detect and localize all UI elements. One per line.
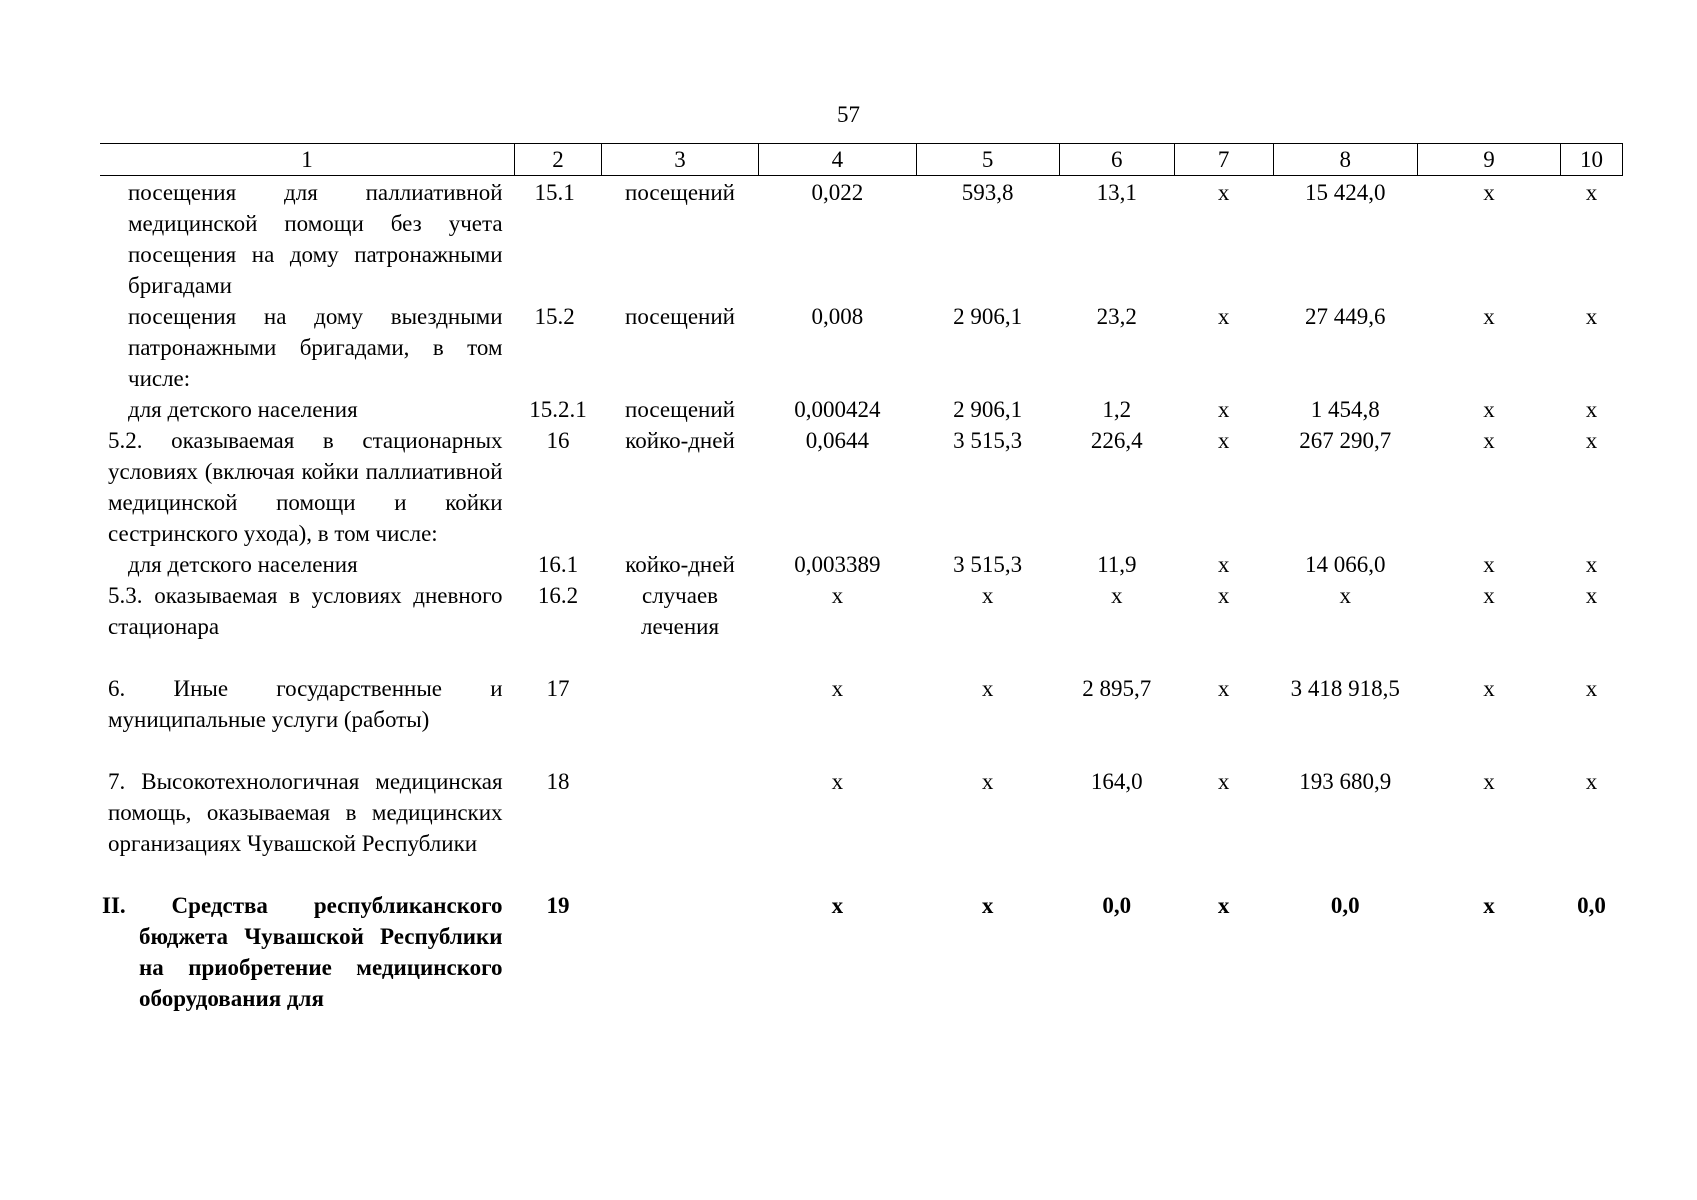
row-name: 5.2. оказываемая в стационарных условиях (включая койки паллиативной медицинской помощи и койки сестринского ухода), в том числе: <box>108 428 503 546</box>
row-col-4: х <box>831 676 844 701</box>
row-col-4: 0,003389 <box>794 552 881 577</box>
row-name: посещения для паллиативной медицинской помощи без учета посещения на дому патронажными бригадами <box>128 180 503 298</box>
row-code: 16.2 <box>537 583 579 608</box>
row-col-5: х <box>981 676 994 701</box>
row-code: 18 <box>546 769 570 794</box>
row-col-10: х <box>1585 552 1598 577</box>
header-col-3: 3 <box>601 144 758 176</box>
row-col-6: 226,4 <box>1090 428 1143 453</box>
row-col-7: х <box>1217 676 1230 701</box>
row-col-5: х <box>981 583 994 608</box>
row-col-7: х <box>1217 769 1230 794</box>
row-unit: посещений <box>625 180 735 205</box>
row-col-9: х <box>1483 769 1495 794</box>
header-col-7: 7 <box>1174 144 1273 176</box>
row-col-9: х <box>1483 397 1495 422</box>
row-col-8: 193 680,9 <box>1299 769 1392 794</box>
header-col-10: 10 <box>1561 144 1623 176</box>
row-col-7: х <box>1217 583 1230 608</box>
row-col-10: х <box>1585 676 1598 701</box>
header-row <box>100 144 1623 176</box>
table-row <box>100 766 1623 890</box>
row-col-7: х <box>1217 304 1230 329</box>
header-col-5: 5 <box>916 144 1059 176</box>
table-row <box>100 301 1623 394</box>
table-row <box>100 890 1623 1014</box>
row-col-8: 3 418 918,5 <box>1290 676 1400 701</box>
row-col-9: х <box>1483 676 1495 701</box>
row-unit: койко-дней <box>625 428 735 453</box>
row-col-6: 164,0 <box>1090 769 1143 794</box>
row-code: 16.1 <box>537 552 579 577</box>
row-unit: случаев лечения <box>640 583 720 639</box>
row-col-7: х <box>1217 397 1230 422</box>
row-col-9: х <box>1483 893 1495 918</box>
row-col-7: х <box>1217 552 1230 577</box>
row-col-5: 2 906,1 <box>953 304 1023 329</box>
row-col-4: х <box>831 893 844 918</box>
row-name: для детского населения <box>128 397 358 422</box>
row-col-4: 0,022 <box>811 180 864 205</box>
row-code: 15.1 <box>534 180 575 205</box>
row-name: 5.3. оказываемая в условиях дневного стационара <box>108 583 503 639</box>
row-col-10: х <box>1585 583 1598 608</box>
header-col-2: 2 <box>515 144 602 176</box>
row-col-8: 14 066,0 <box>1304 552 1386 577</box>
row-col-6: 13,1 <box>1096 180 1137 205</box>
row-unit <box>601 673 758 766</box>
row-col-10: х <box>1585 397 1598 422</box>
row-col-5: 3 515,3 <box>953 552 1023 577</box>
row-code: 19 <box>546 893 570 918</box>
row-col-8: 0,0 <box>1330 893 1360 918</box>
row-name: посещения на дому выездными патронажными бригадами, в том числе: <box>128 304 503 391</box>
row-col-4: х <box>831 769 844 794</box>
row-col-4: 0,008 <box>811 304 864 329</box>
row-col-10: х <box>1585 769 1598 794</box>
row-unit: койко-дней <box>625 552 735 577</box>
row-name: 6. Иные государственные и муниципальные услуги (работы) <box>108 676 503 732</box>
row-col-10: х <box>1585 180 1598 205</box>
row-code: 15.2.1 <box>529 397 587 422</box>
row-col-9: х <box>1483 428 1495 453</box>
row-unit: посещений <box>625 304 735 329</box>
row-unit <box>601 766 758 890</box>
row-col-6: 0,0 <box>1102 893 1132 918</box>
row-col-10: х <box>1585 428 1598 453</box>
row-unit: посещений <box>625 397 735 422</box>
data-table <box>100 143 1623 1014</box>
row-code: 16 <box>546 428 570 453</box>
row-col-5: х <box>981 893 994 918</box>
table-row <box>100 176 1623 302</box>
header-col-1: 1 <box>100 144 515 176</box>
row-name: для детского населения <box>128 552 358 577</box>
row-col-6: 2 895,7 <box>1082 676 1152 701</box>
row-col-7: х <box>1217 893 1230 918</box>
header-col-6: 6 <box>1059 144 1174 176</box>
row-col-8: 267 290,7 <box>1299 428 1392 453</box>
row-code: 15.2 <box>534 304 575 329</box>
row-col-8: х <box>1339 583 1351 608</box>
row-col-6: 11,9 <box>1097 552 1137 577</box>
row-col-8: 1 454,8 <box>1310 397 1380 422</box>
row-col-6: 1,2 <box>1102 397 1132 422</box>
row-name: 7. Высокотехнологичная медицинская помощь, оказываемая в медицинских организациях Чувашской Республики <box>108 769 503 856</box>
row-col-10: х <box>1585 304 1598 329</box>
header-col-8: 8 <box>1273 144 1417 176</box>
row-col-8: 15 424,0 <box>1304 180 1386 205</box>
row-col-10: 0,0 <box>1577 893 1606 918</box>
header-col-9: 9 <box>1417 144 1560 176</box>
row-unit <box>601 890 758 1014</box>
row-col-4: х <box>831 583 844 608</box>
table-row <box>100 673 1623 766</box>
row-col-5: 2 906,1 <box>953 397 1023 422</box>
table-row <box>100 580 1623 673</box>
row-col-8: 27 449,6 <box>1304 304 1386 329</box>
row-col-9: х <box>1483 180 1495 205</box>
row-col-5: х <box>981 769 994 794</box>
table-row <box>100 425 1623 549</box>
row-code: 17 <box>546 676 570 701</box>
row-col-5: 3 515,3 <box>953 428 1023 453</box>
row-col-7: х <box>1217 180 1230 205</box>
table-row <box>100 549 1623 580</box>
page-number: 57 <box>837 102 860 127</box>
row-col-4: 0,0644 <box>805 428 869 453</box>
row-col-7: х <box>1217 428 1230 453</box>
row-name: II. Средства республиканского бюджета Чувашской Республики на приобретение медицинского оборудования для <box>102 893 503 1011</box>
table-row <box>100 394 1623 425</box>
row-col-6: х <box>1111 583 1123 608</box>
row-col-9: х <box>1483 304 1495 329</box>
header-col-4: 4 <box>759 144 916 176</box>
row-col-6: 23,2 <box>1096 304 1137 329</box>
row-col-9: х <box>1483 583 1495 608</box>
row-col-5: 593,8 <box>961 180 1014 205</box>
row-col-9: х <box>1483 552 1495 577</box>
row-col-4: 0,000424 <box>794 397 881 422</box>
